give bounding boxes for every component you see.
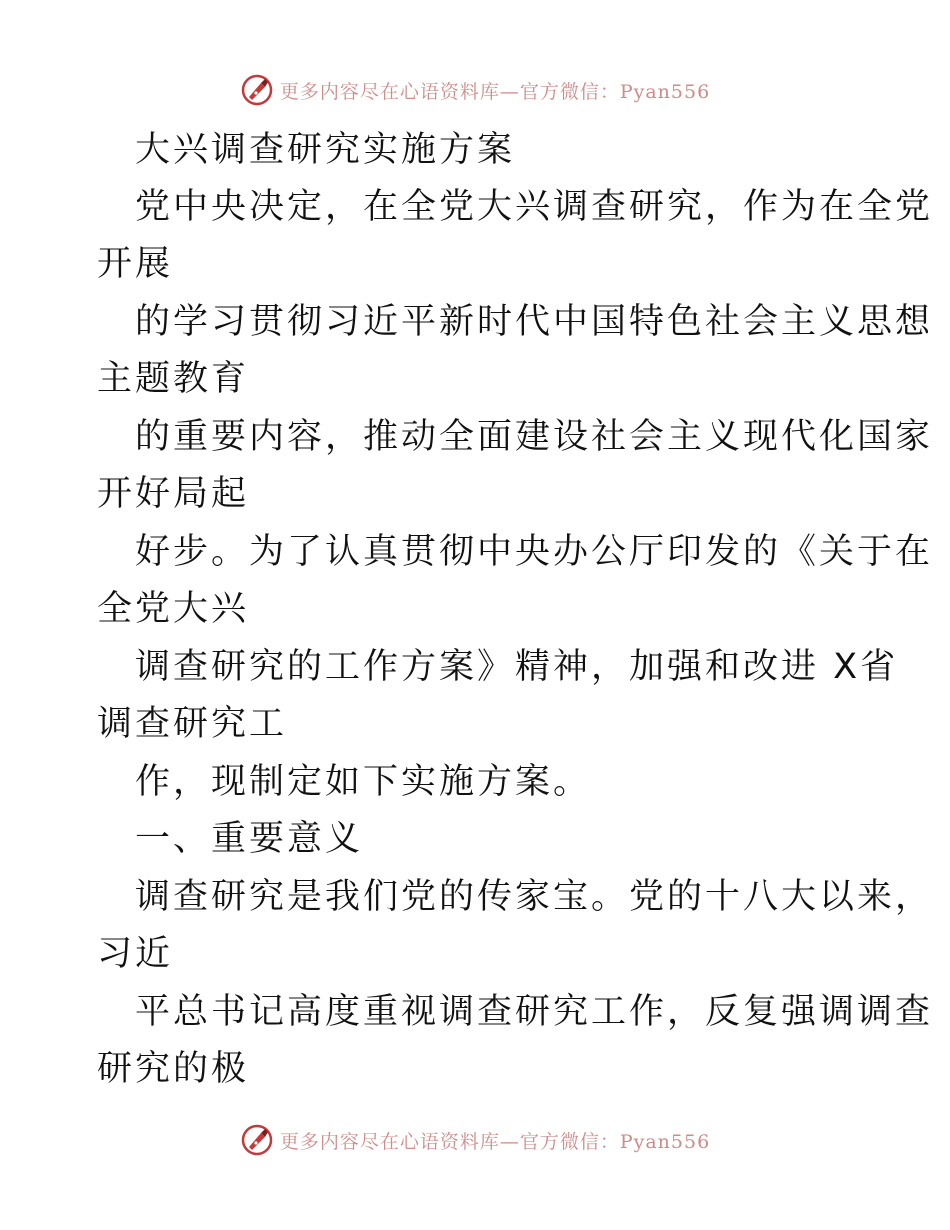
header-watermark-text: 更多内容尽在心语资料库—官方微信：Pyan556 [279, 80, 711, 103]
paragraph-line: 的学习贯彻习近平新时代中国特色社会主义思想 [135, 302, 934, 342]
paragraph-line: 习近 [97, 934, 174, 974]
document-title: 大兴调查研究实施方案 [135, 130, 516, 170]
paragraph-line: 调查研究工 [97, 704, 288, 744]
paragraph-line: 平总书记高度重视调查研究工作，反复强调调查 [135, 992, 934, 1032]
paragraph-line: 开好局起 [97, 474, 250, 514]
footer-watermark-text: 更多内容尽在心语资料库—官方微信：Pyan556 [279, 1130, 711, 1153]
paragraph-line: 研究的极 [97, 1049, 250, 1089]
paragraph-line: 的重要内容，推动全面建设社会主义现代化国家 [135, 417, 934, 457]
header-watermark-banner [0, 70, 950, 110]
paragraph-line: 调查研究的工作方案》精神，加强和改进 X省 [135, 647, 899, 687]
pen-nib-logo-icon [240, 1123, 274, 1157]
paragraph-line: 好步。为了认真贯彻中央办公厅印发的《关于在 [135, 532, 934, 572]
section-heading: 一、重要意义 [135, 819, 364, 859]
paragraph-line: 作，现制定如下实施方案。 [135, 762, 592, 802]
pen-nib-logo-icon [240, 73, 274, 107]
paragraph-line: 党中央决定，在全党大兴调查研究，作为在全党 [135, 187, 934, 227]
paragraph-line: 调查研究是我们党的传家宝。党的十八大以来， [135, 877, 934, 917]
paragraph-line: 开展 [97, 244, 174, 284]
footer-watermark-banner [0, 1120, 950, 1160]
paragraph-line: 全党大兴 [97, 589, 250, 629]
paragraph-line: 主题教育 [97, 359, 250, 399]
